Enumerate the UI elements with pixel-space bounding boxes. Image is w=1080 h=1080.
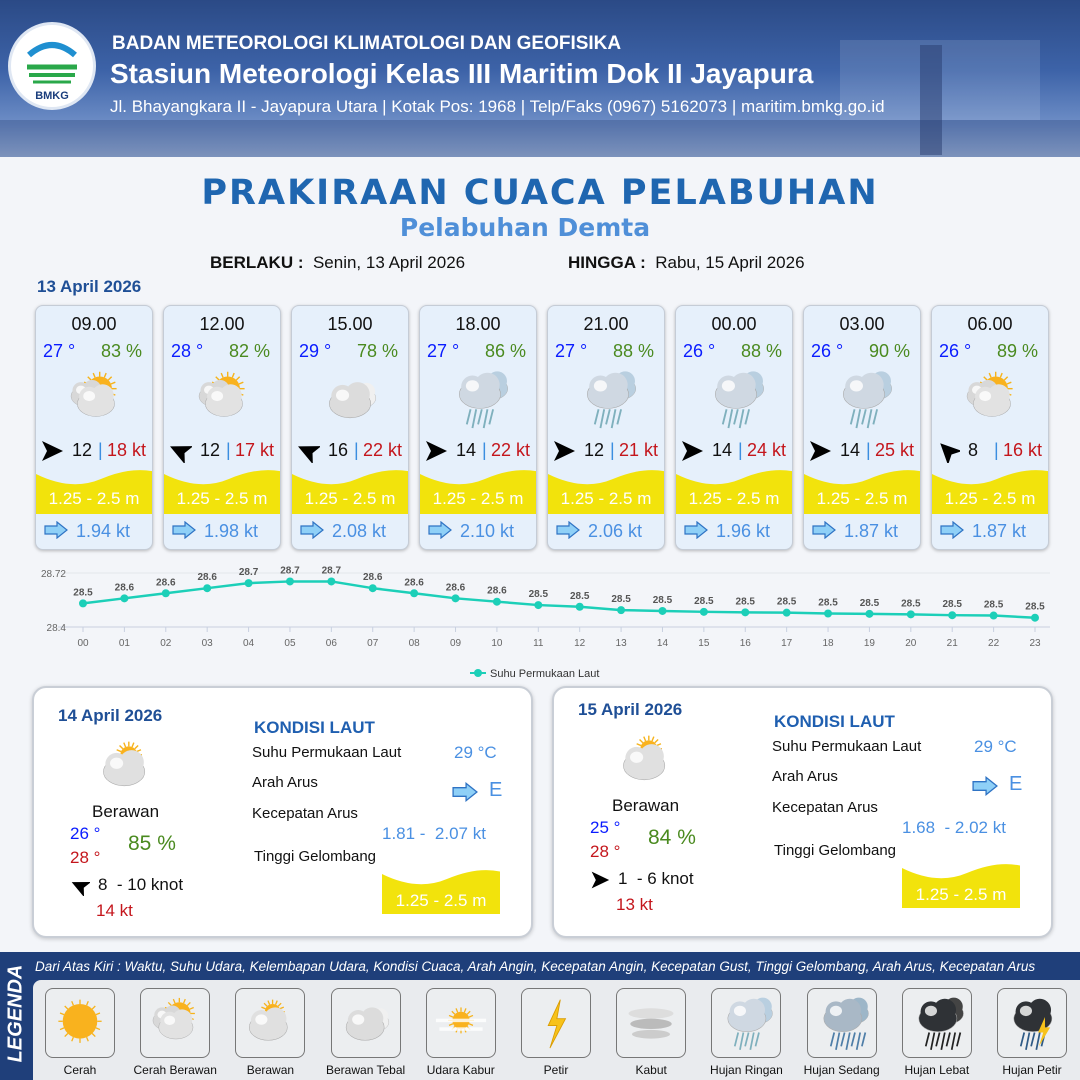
sst-point xyxy=(286,577,294,585)
sst-point xyxy=(369,584,377,592)
sst-point xyxy=(576,603,584,611)
valid-to-label: HINGGA : xyxy=(568,253,646,272)
forecast-time: 00.00 xyxy=(711,314,757,334)
wave-height: 1.25 - 2.5 m xyxy=(944,489,1036,508)
current-direction-icon xyxy=(684,521,708,539)
agency-name: BADAN METEOROLOGI KLIMATOLOGI DAN GEOFISIKA xyxy=(112,33,622,54)
x-tick-label: 04 xyxy=(243,638,255,649)
valid-to-value: Rabu, 15 April 2026 xyxy=(655,253,805,272)
x-tick-label: 20 xyxy=(905,638,917,649)
forecast-card xyxy=(931,305,1049,550)
current-speed-range: 1.68 - 2.02 kt xyxy=(902,818,1006,837)
legend-item-label: Hujan Sedang xyxy=(803,1063,880,1077)
sst-data-label: 28.6 xyxy=(445,582,466,594)
wind-speed: 12 xyxy=(72,440,93,460)
current-speed-label: Kecepatan Arus xyxy=(772,799,878,816)
cerah-berawan-icon xyxy=(186,368,260,430)
legend-item-label: Cerah Berawan xyxy=(133,1063,217,1077)
forecast-time: 12.00 xyxy=(199,314,245,334)
wind-direction-icon xyxy=(40,439,64,463)
gust-speed: 14 kt xyxy=(96,901,133,920)
berawan-icon xyxy=(89,736,163,798)
valid-from xyxy=(210,253,465,273)
forecast-time: 15.00 xyxy=(327,314,373,334)
wave-height: 1.25 - 2.5 m xyxy=(176,489,268,508)
wave-height-value: 1.25 - 2.5 m xyxy=(395,891,487,910)
legend-title xyxy=(0,952,33,1080)
current-speed: 2.10 kt xyxy=(460,521,515,541)
hujan-lebat-icon xyxy=(902,988,972,1058)
separator: | xyxy=(354,440,359,460)
x-tick-label: 09 xyxy=(449,638,462,649)
current-direction-value: E xyxy=(489,779,503,801)
current-direction-label: Arah Arus xyxy=(252,774,318,791)
x-tick-label: 14 xyxy=(656,638,669,649)
wind-speed: 12 xyxy=(584,440,605,460)
valid-from-value: Senin, 13 April 2026 xyxy=(312,253,466,272)
hujan-ringan-icon xyxy=(826,368,900,430)
temp-min: 26 ° xyxy=(70,824,101,843)
x-tick-label: 12 xyxy=(574,638,586,649)
current-speed: 1.87 kt xyxy=(844,521,899,541)
temp-max: 28 ° xyxy=(70,848,101,867)
x-tick-label: 06 xyxy=(325,638,337,649)
sst-label: Suhu Permukaan Laut xyxy=(252,744,402,761)
sst-point xyxy=(245,579,253,587)
forecast-time: 21.00 xyxy=(583,314,629,334)
separator: | xyxy=(994,440,999,460)
sst-data-label: 28.6 xyxy=(487,585,507,597)
berawan-tebal-icon xyxy=(314,368,388,430)
gust-speed: 13 kt xyxy=(616,895,653,914)
sst-data-label: 28.5 xyxy=(1025,601,1045,613)
wind-speed: 14 xyxy=(712,440,733,460)
forecast-time: 18.00 xyxy=(455,314,501,334)
gust-speed: 24 kt xyxy=(746,440,786,460)
current-direction-icon xyxy=(972,776,998,796)
gust-speed: 21 kt xyxy=(618,440,658,460)
legend-item-label: Berawan xyxy=(246,1063,295,1077)
humidity: 82 % xyxy=(228,341,270,361)
sst-point xyxy=(948,611,956,619)
x-tick-label: 10 xyxy=(491,638,503,649)
sst-point xyxy=(327,577,335,585)
wave-height-label: Tinggi Gelombang xyxy=(254,848,377,865)
wind-direction-icon xyxy=(70,876,90,896)
legend-title-text: LEGENDA xyxy=(4,964,27,1063)
sst-point xyxy=(1031,614,1039,622)
panel-date: 15 April 2026 xyxy=(578,700,683,719)
wind-direction-icon xyxy=(552,439,576,463)
air-temperature: 28 ° xyxy=(171,341,204,361)
x-tick-label: 07 xyxy=(367,638,379,649)
gust-speed: 16 kt xyxy=(1002,440,1042,460)
wind-direction-icon xyxy=(936,439,960,463)
sst-data-label: 28.5 xyxy=(901,598,921,610)
x-tick-label: 22 xyxy=(988,638,1000,649)
wave-height: 1.25 - 2.5 m xyxy=(816,489,908,508)
current-direction-icon xyxy=(44,521,68,539)
hujan-sedang-icon xyxy=(807,988,877,1058)
air-temperature: 26 ° xyxy=(939,341,972,361)
sea-condition-heading: KONDISI LAUT xyxy=(774,712,895,731)
berawan-tebal-icon xyxy=(331,988,401,1058)
current-speed: 2.06 kt xyxy=(588,521,643,541)
day1-date: 13 April 2026 xyxy=(37,277,142,296)
humidity: 84 % xyxy=(648,826,696,849)
sst-data-label: 28.5 xyxy=(859,597,880,609)
hujan-ringan-icon xyxy=(570,368,644,430)
wave-height-value: 1.25 - 2.5 m xyxy=(915,885,1007,904)
wind-speed: 8 xyxy=(968,440,979,460)
hujan-ringan-icon xyxy=(442,368,516,430)
air-temperature: 29 ° xyxy=(299,341,332,361)
legend-item-label: Berawan Tebal xyxy=(326,1063,406,1077)
sst-point xyxy=(120,594,128,602)
weather-condition: Berawan xyxy=(92,802,160,821)
wind-direction-icon xyxy=(168,439,192,463)
temp-min: 25 ° xyxy=(590,818,621,837)
cerah-berawan-icon xyxy=(140,988,210,1058)
sst-data-label: 28.6 xyxy=(197,572,217,584)
separator: | xyxy=(98,440,103,460)
sst-point xyxy=(865,610,873,618)
berawan-icon xyxy=(235,988,305,1058)
sst-data-label: 28.5 xyxy=(983,599,1004,611)
x-tick-label: 02 xyxy=(160,638,172,649)
current-speed: 1.96 kt xyxy=(716,521,771,541)
gust-speed: 18 kt xyxy=(106,440,146,460)
x-tick-label: 21 xyxy=(946,638,958,649)
sst-point xyxy=(79,599,87,607)
forecast-card xyxy=(803,305,921,550)
current-direction-icon xyxy=(940,521,964,539)
sst-data-label: 28.6 xyxy=(404,577,424,589)
panel-date: 14 April 2026 xyxy=(58,706,163,725)
current-direction-label: Arah Arus xyxy=(772,768,838,785)
sst-value: 29 °C xyxy=(974,737,1017,756)
x-tick-label: 19 xyxy=(863,638,875,649)
sst-data-label: 28.7 xyxy=(280,565,300,577)
weather-condition: Berawan xyxy=(612,796,680,815)
station-address: Jl. Bhayangkara II - Jayapura Utara | Kotak Pos: 1968 | Telp/Faks (0967) 5162073 | maritim.bmkg.go.id xyxy=(110,97,885,116)
legend-item-label: Udara Kabur xyxy=(426,1063,495,1077)
sst-line xyxy=(83,581,1035,617)
humidity: 85 % xyxy=(128,832,176,855)
sst-data-label: 28.5 xyxy=(569,590,590,602)
x-tick-label: 05 xyxy=(284,638,296,649)
sst-point xyxy=(203,584,211,592)
x-tick-label: 03 xyxy=(201,638,213,649)
humidity: 78 % xyxy=(356,341,398,361)
x-tick-label: 18 xyxy=(822,638,834,649)
gust-speed: 22 kt xyxy=(362,440,402,460)
air-temperature: 26 ° xyxy=(683,341,716,361)
page-title: PRAKIRAAN CUACA PELABUHAN xyxy=(201,173,879,213)
x-tick-label: 23 xyxy=(1029,638,1041,649)
current-speed: 1.87 kt xyxy=(972,521,1027,541)
separator: | xyxy=(482,440,487,460)
x-tick-label: 08 xyxy=(408,638,420,649)
current-speed: 2.08 kt xyxy=(332,521,387,541)
sst-data-label: 28.5 xyxy=(528,589,549,601)
current-speed-label: Kecepatan Arus xyxy=(252,805,358,822)
legend-marker xyxy=(474,669,482,677)
y-tick-label: 28.4 xyxy=(46,623,66,634)
wave-height: 1.25 - 2.5 m xyxy=(560,489,652,508)
hujan-petir-icon xyxy=(997,988,1067,1058)
daily-panel xyxy=(32,686,533,938)
forecast-time: 09.00 xyxy=(71,314,117,334)
air-temperature: 26 ° xyxy=(811,341,844,361)
wind-speed: 12 xyxy=(200,440,221,460)
x-tick-label: 13 xyxy=(615,638,627,649)
sst-point xyxy=(162,589,170,597)
forecast-card xyxy=(163,305,281,550)
hujan-ringan-icon xyxy=(711,988,781,1058)
separator: | xyxy=(866,440,871,460)
x-tick-label: 11 xyxy=(533,638,544,649)
sst-data-label: 28.6 xyxy=(114,582,135,594)
legend-item-label: Hujan Petir xyxy=(1002,1063,1062,1077)
wind-speed: 14 xyxy=(840,440,861,460)
current-direction-icon xyxy=(172,521,196,539)
cerah-icon xyxy=(45,988,115,1058)
current-speed-range: 1.81 - 2.07 kt xyxy=(382,824,486,843)
cerah-berawan-icon xyxy=(58,368,132,430)
sst-point xyxy=(700,608,708,616)
sst-point xyxy=(824,610,832,618)
forecast-card xyxy=(291,305,409,550)
gust-speed: 25 kt xyxy=(874,440,914,460)
gust-speed: 17 kt xyxy=(234,440,274,460)
humidity: 90 % xyxy=(868,341,910,361)
sst-label: Suhu Permukaan Laut xyxy=(772,738,922,755)
sst-point xyxy=(990,612,998,620)
humidity: 86 % xyxy=(484,341,526,361)
legend-item-label: Hujan Ringan xyxy=(710,1063,783,1077)
port-name: Pelabuhan Demta xyxy=(399,213,651,242)
wave-height: 1.25 - 2.5 m xyxy=(48,489,140,508)
wind-speed: 14 xyxy=(456,440,477,460)
wind-direction-icon xyxy=(296,439,320,463)
current-direction-icon xyxy=(556,521,580,539)
separator: | xyxy=(226,440,231,460)
sst-data-label: 28.5 xyxy=(818,597,838,609)
humidity: 88 % xyxy=(740,341,782,361)
wind-direction-icon xyxy=(680,439,704,463)
current-direction-icon xyxy=(428,521,452,539)
sst-value: 29 °C xyxy=(454,743,497,762)
wave-height: 1.25 - 2.5 m xyxy=(304,489,396,508)
separator: | xyxy=(738,440,743,460)
wave-height: 1.25 - 2.5 m xyxy=(432,489,524,508)
current-direction-value: E xyxy=(1009,773,1023,795)
gust-speed: 22 kt xyxy=(490,440,530,460)
y-tick-label: 28.72 xyxy=(40,569,66,580)
current-speed: 1.94 kt xyxy=(76,521,131,541)
sst-point xyxy=(452,594,460,602)
wind-speed-range: 8 - 10 knot xyxy=(98,875,184,894)
forecast-card xyxy=(35,305,153,550)
legend-item-label: Hujan Lebat xyxy=(904,1063,970,1077)
legend-label: Suhu Permukaan Laut xyxy=(490,668,600,680)
hujan-ringan-icon xyxy=(698,368,772,430)
forecast-card xyxy=(419,305,537,550)
sst-data-label: 28.5 xyxy=(694,595,714,607)
humidity: 89 % xyxy=(996,341,1038,361)
kabut-icon xyxy=(616,988,686,1058)
current-direction-icon xyxy=(300,521,324,539)
temp-max: 28 ° xyxy=(590,842,621,861)
wave-height-label: Tinggi Gelombang xyxy=(774,842,897,859)
wind-direction-icon xyxy=(424,439,448,463)
separator: | xyxy=(610,440,615,460)
sst-data-label: 28.7 xyxy=(321,565,342,577)
air-temperature: 27 ° xyxy=(43,341,76,361)
station-name: Stasiun Meteorologi Kelas III Maritim Dok II Jayapura xyxy=(110,58,814,89)
wind-speed-range: 1 - 6 knot xyxy=(618,869,694,888)
wind-direction-icon xyxy=(590,870,610,890)
petir-icon xyxy=(521,988,591,1058)
bmkg-logo xyxy=(8,22,96,110)
x-tick-label: 15 xyxy=(698,638,710,649)
sst-data-label: 28.5 xyxy=(611,594,631,606)
header-banner xyxy=(0,0,1080,157)
x-tick-label: 00 xyxy=(77,638,89,649)
daily-panel xyxy=(552,686,1053,938)
forecast-time: 06.00 xyxy=(967,314,1013,334)
current-direction-icon xyxy=(812,521,836,539)
sst-point xyxy=(658,607,666,615)
sst-data-label: 28.5 xyxy=(652,594,673,606)
sst-chart xyxy=(30,560,1050,685)
legend-item-label: Cerah xyxy=(63,1063,97,1077)
udara-kabur-icon xyxy=(426,988,496,1058)
current-speed: 1.98 kt xyxy=(204,521,259,541)
sst-data-label: 28.6 xyxy=(156,577,176,589)
sst-point xyxy=(617,606,625,614)
current-direction-icon xyxy=(452,782,478,802)
sst-point xyxy=(741,608,749,616)
air-temperature: 27 ° xyxy=(427,341,460,361)
cerah-berawan-icon xyxy=(954,368,1028,430)
legend-description: Dari Atas Kiri : Waktu, Suhu Udara, Kelembapan Udara, Kondisi Cuaca, Arah Angin, Kecepatan Angin, Kecepatan Gust, Tinggi Gelombang, Arah Arus, Kecepatan Arus xyxy=(35,959,1036,974)
legend-item-label: Petir xyxy=(543,1063,569,1077)
sst-point xyxy=(410,589,418,597)
sst-point xyxy=(493,598,501,606)
forecast-card xyxy=(547,305,665,550)
legend-item-label: Kabut xyxy=(635,1063,667,1077)
x-tick-label: 01 xyxy=(118,638,130,649)
wave-height: 1.25 - 2.5 m xyxy=(688,489,780,508)
wind-speed: 16 xyxy=(328,440,349,460)
wind-direction-icon xyxy=(808,439,832,463)
sst-data-label: 28.5 xyxy=(735,596,755,608)
sst-data-label: 28.5 xyxy=(73,587,93,599)
forecast-time: 03.00 xyxy=(839,314,885,334)
forecast-card xyxy=(675,305,793,550)
sst-data-label: 28.5 xyxy=(776,596,797,608)
x-tick-label: 16 xyxy=(739,638,751,649)
valid-to xyxy=(568,253,805,273)
sst-point xyxy=(907,610,915,618)
sst-data-label: 28.6 xyxy=(363,572,383,584)
humidity: 83 % xyxy=(100,341,142,361)
berawan-icon xyxy=(609,730,683,792)
air-temperature: 27 ° xyxy=(555,341,588,361)
x-tick-label: 17 xyxy=(781,638,793,649)
humidity: 88 % xyxy=(612,341,654,361)
valid-from-label: BERLAKU : xyxy=(210,253,304,272)
sst-point xyxy=(534,601,542,609)
sst-point xyxy=(783,609,791,617)
sst-data-label: 28.5 xyxy=(942,599,962,611)
sea-condition-heading: KONDISI LAUT xyxy=(254,718,375,737)
svg-text:BMKG: BMKG xyxy=(35,90,69,102)
sst-data-label: 28.7 xyxy=(238,567,259,579)
